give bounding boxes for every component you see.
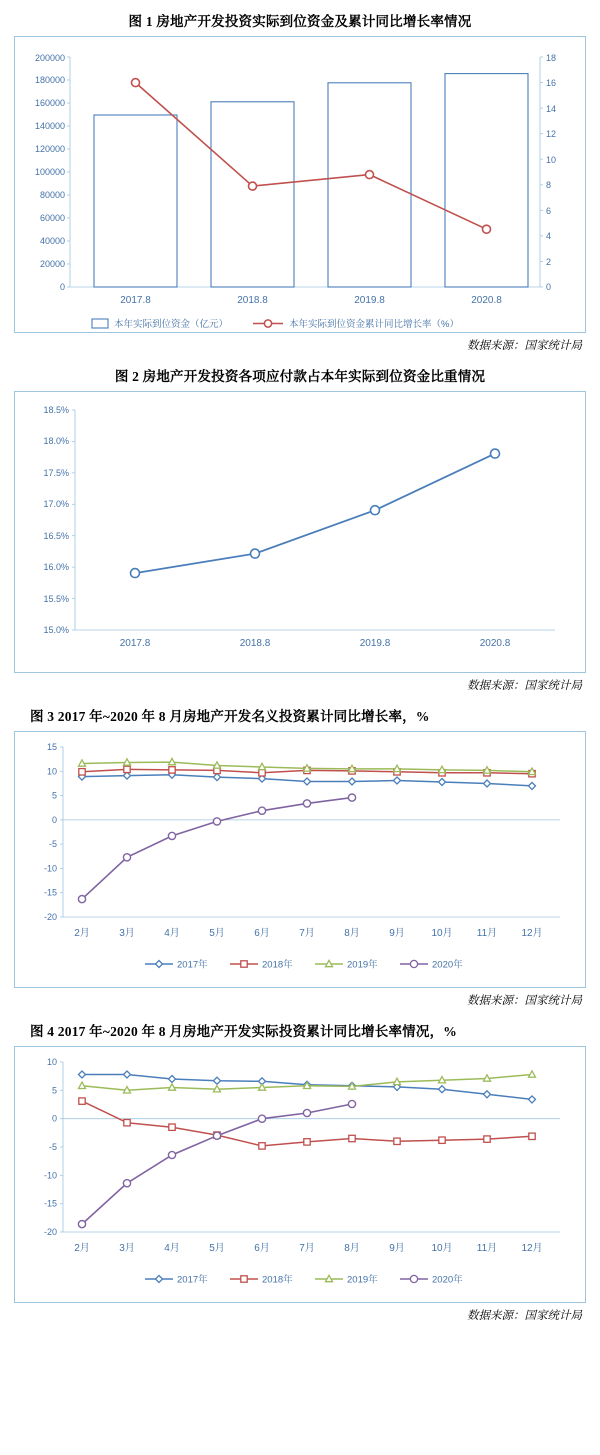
svg-text:180000: 180000 (34, 75, 65, 85)
svg-text:160000: 160000 (34, 98, 65, 108)
svg-text:-10: -10 (43, 1170, 57, 1181)
svg-text:2月: 2月 (74, 1243, 90, 1254)
svg-text:5: 5 (51, 790, 57, 801)
x-tick-labels (74, 927, 542, 939)
x-tick-labels (74, 1242, 542, 1254)
svg-text:18.0%: 18.0% (43, 436, 69, 446)
svg-text:3月: 3月 (119, 1243, 135, 1254)
svg-text:2018年: 2018年 (262, 959, 293, 971)
figure-3-svg (15, 732, 585, 987)
figure-3 (0, 705, 600, 1010)
svg-text:4: 4 (546, 231, 552, 241)
svg-text:40000: 40000 (39, 236, 65, 246)
legend (145, 959, 463, 971)
svg-text:0: 0 (59, 282, 65, 292)
svg-text:16.5%: 16.5% (43, 531, 69, 541)
svg-text:10: 10 (46, 766, 57, 777)
svg-text:2019年: 2019年 (347, 959, 378, 971)
svg-text:8月: 8月 (344, 928, 360, 939)
svg-text:本年实际到位资金（亿元）: 本年实际到位资金（亿元） (114, 319, 229, 330)
svg-text:15: 15 (46, 742, 57, 752)
svg-text:8: 8 (546, 180, 552, 190)
svg-text:2020.8: 2020.8 (471, 295, 502, 306)
svg-text:本年实际到位资金累计同比增长率（%）: 本年实际到位资金累计同比增长率（%） (289, 319, 459, 330)
svg-text:2017年: 2017年 (177, 959, 208, 971)
series-2019 (79, 1071, 536, 1093)
svg-text:-20: -20 (43, 912, 57, 922)
figure-2-title: 图 2 房地产开发投资各项应付款占本年实际到位资金比重情况 (114, 369, 486, 384)
series-2020 (78, 794, 355, 903)
svg-text:60000: 60000 (39, 213, 65, 223)
y-axis-left (35, 53, 70, 292)
figure-2-svg (15, 392, 585, 672)
svg-text:2020年: 2020年 (432, 1274, 463, 1286)
svg-text:4月: 4月 (164, 1243, 180, 1254)
figure-1-svg (15, 37, 585, 332)
svg-text:6月: 6月 (254, 928, 270, 939)
svg-text:9月: 9月 (389, 928, 405, 939)
legend (92, 318, 459, 330)
svg-text:7月: 7月 (299, 928, 315, 939)
svg-text:3月: 3月 (119, 928, 135, 939)
x-tick-labels (120, 295, 502, 306)
svg-text:10月: 10月 (431, 1243, 453, 1254)
svg-text:200000: 200000 (34, 53, 65, 63)
figure-4-svg (15, 1047, 585, 1302)
svg-text:14: 14 (546, 104, 557, 114)
svg-text:17.5%: 17.5% (43, 468, 69, 478)
svg-text:-15: -15 (43, 1198, 57, 1209)
svg-text:10: 10 (46, 1057, 57, 1067)
figure-1-source: 数据来源：国家统计局 (467, 340, 582, 352)
svg-text:-10: -10 (43, 863, 57, 874)
svg-text:0: 0 (51, 814, 57, 825)
x-tick-labels (120, 638, 511, 649)
svg-text:18.5%: 18.5% (43, 405, 69, 415)
svg-text:-5: -5 (48, 1142, 57, 1152)
svg-text:0: 0 (51, 1113, 57, 1124)
svg-text:2018年: 2018年 (262, 1274, 293, 1286)
legend (145, 1274, 463, 1286)
figure-2-source: 数据来源：国家统计局 (467, 680, 582, 692)
svg-text:0: 0 (546, 282, 552, 292)
figure-2-chart (14, 391, 586, 673)
svg-text:2017.8: 2017.8 (120, 295, 151, 306)
svg-text:2019.8: 2019.8 (359, 638, 391, 649)
svg-text:11月: 11月 (476, 1243, 498, 1254)
svg-text:2月: 2月 (74, 928, 90, 939)
figure-1-chart (14, 36, 586, 333)
svg-text:12月: 12月 (521, 928, 543, 939)
svg-text:2017.8: 2017.8 (119, 638, 151, 649)
figure-4-title: 图 4 2017 年~2020 年 8 月房地产开发实际投资累计同比增长率情况，% (30, 1024, 457, 1039)
svg-text:15.0%: 15.0% (43, 625, 69, 635)
svg-text:9月: 9月 (389, 1243, 405, 1254)
series-2018 (79, 1098, 535, 1149)
svg-text:2019.8: 2019.8 (354, 295, 385, 306)
svg-text:140000: 140000 (34, 121, 65, 131)
svg-text:16: 16 (546, 78, 557, 88)
figure-3-source: 数据来源：国家统计局 (467, 995, 582, 1007)
svg-text:4月: 4月 (164, 928, 180, 939)
line-series (131, 449, 500, 577)
figure-3-chart (14, 731, 586, 988)
svg-text:2018.8: 2018.8 (237, 295, 268, 306)
svg-text:2019年: 2019年 (347, 1274, 378, 1286)
svg-text:6: 6 (546, 206, 552, 216)
svg-text:5月: 5月 (209, 928, 225, 939)
svg-text:-20: -20 (43, 1227, 57, 1237)
figure-2 (0, 365, 600, 695)
line-series (132, 79, 491, 234)
svg-text:80000: 80000 (39, 190, 65, 200)
svg-text:16.0%: 16.0% (43, 562, 69, 572)
svg-text:120000: 120000 (34, 144, 65, 154)
svg-text:10: 10 (546, 155, 557, 165)
svg-text:2020年: 2020年 (432, 959, 463, 971)
svg-text:2018.8: 2018.8 (239, 638, 271, 649)
svg-text:-15: -15 (43, 887, 57, 898)
svg-text:7月: 7月 (299, 1243, 315, 1254)
svg-text:2017年: 2017年 (177, 1274, 208, 1286)
figure-1 (0, 10, 600, 355)
y-axis (43, 405, 75, 635)
svg-text:8月: 8月 (344, 1243, 360, 1254)
svg-text:5月: 5月 (209, 1243, 225, 1254)
svg-text:10月: 10月 (431, 928, 453, 939)
svg-text:20000: 20000 (39, 259, 65, 269)
y-axis-right (540, 53, 556, 292)
svg-text:5: 5 (51, 1085, 57, 1096)
svg-text:2: 2 (546, 257, 552, 267)
svg-text:11月: 11月 (476, 928, 498, 939)
svg-text:15.5%: 15.5% (43, 594, 69, 604)
svg-text:12: 12 (546, 129, 557, 139)
y-axis (44, 742, 63, 922)
svg-text:2020.8: 2020.8 (479, 638, 511, 649)
figure-3-title: 图 3 2017 年~2020 年 8 月房地产开发名义投资累计同比增长率，% (30, 709, 430, 724)
svg-text:18: 18 (546, 53, 557, 63)
report-page (0, 10, 600, 1325)
figure-4-chart (14, 1046, 586, 1303)
svg-text:17.0%: 17.0% (43, 499, 69, 509)
svg-text:12月: 12月 (521, 1243, 543, 1254)
svg-text:6月: 6月 (254, 1243, 270, 1254)
figure-1-title: 图 1 房地产开发投资实际到位资金及累计同比增长率情况 (128, 14, 472, 29)
y-axis (44, 1057, 63, 1237)
svg-text:-5: -5 (48, 839, 57, 850)
figure-4 (0, 1020, 600, 1325)
figure-4-source: 数据来源：国家统计局 (467, 1310, 582, 1322)
svg-text:100000: 100000 (34, 167, 65, 177)
